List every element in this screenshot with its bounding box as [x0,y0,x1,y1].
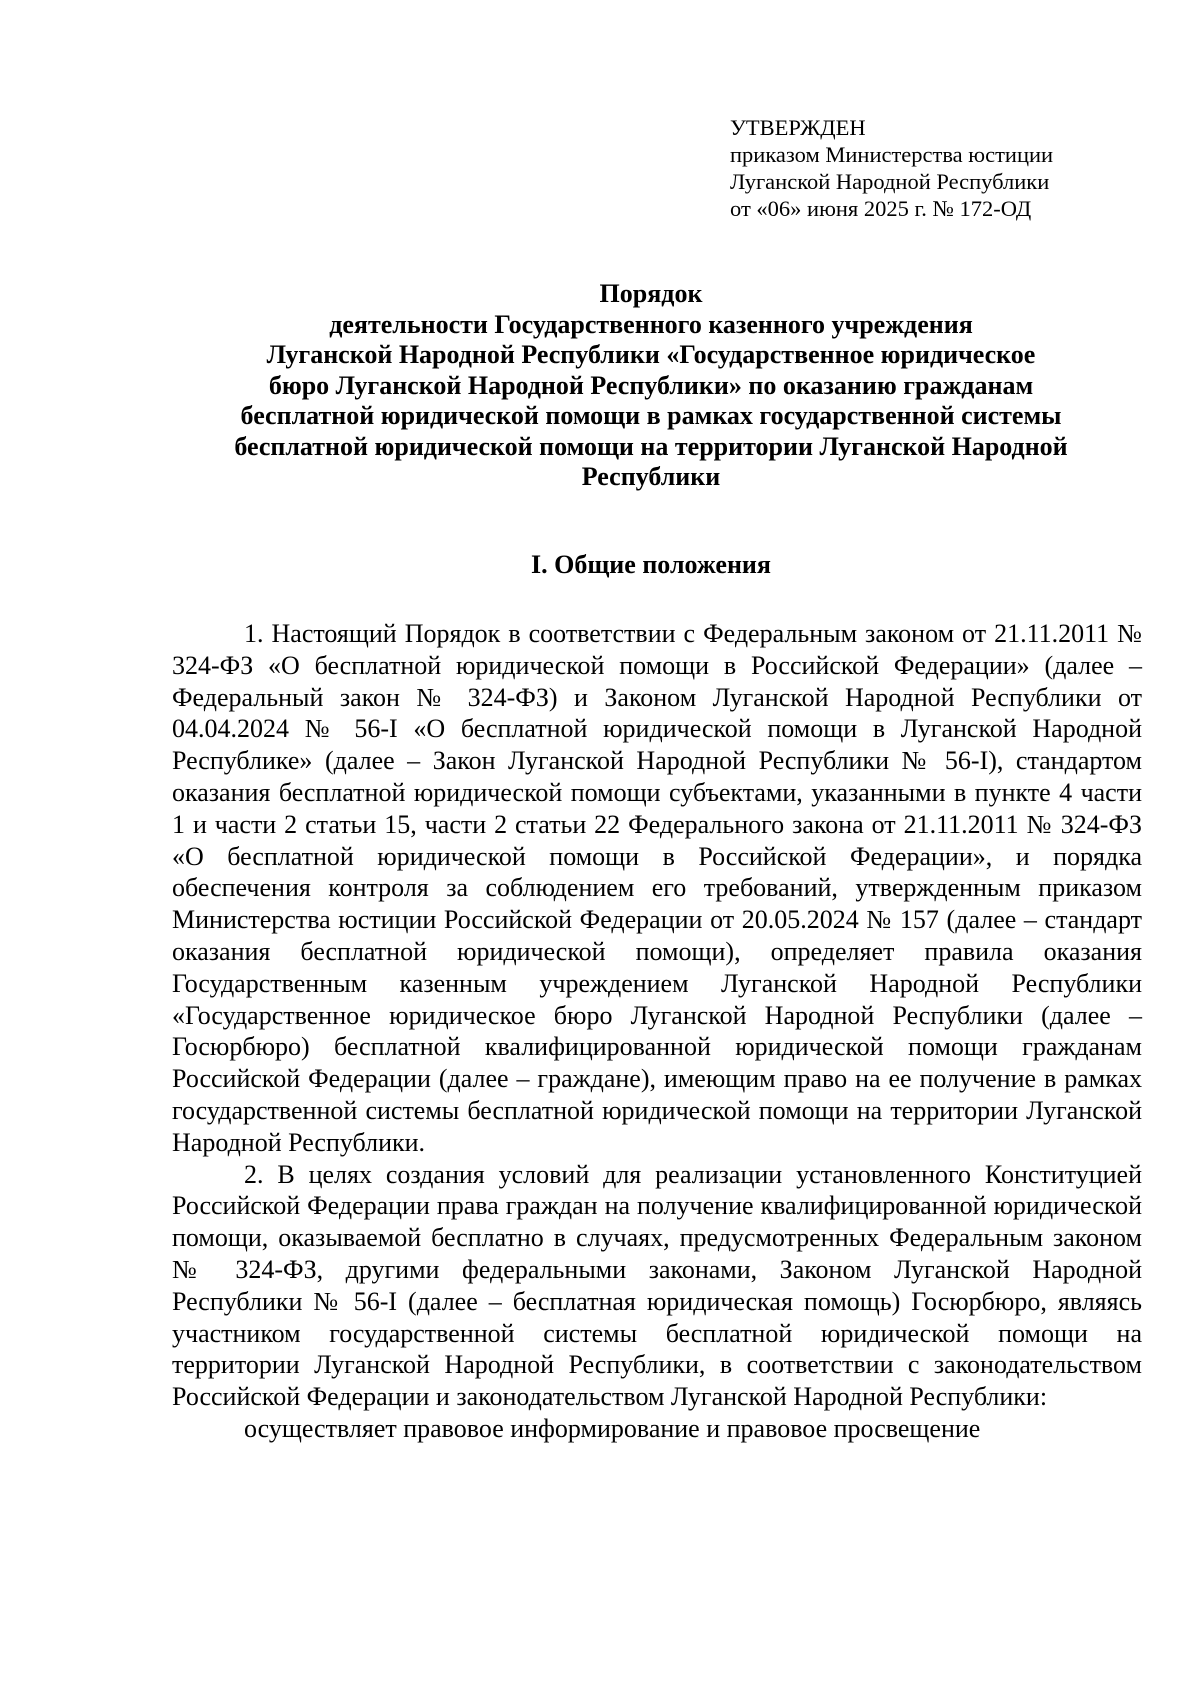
title-line: бесплатной юридической помощи в рамках государственной системы [240,401,1062,430]
title-line: деятельности Государственного казенного учреждения [329,309,973,339]
title-line: Порядок [599,279,703,308]
title-line: бесплатной юридической помощи на территории Луганской Народной [234,431,1068,461]
paragraph: 1. Настоящий Порядок в соответствии с Федеральным законом от 21.11.2011 № 324-ФЗ «О бесплатной юридической помощи в Российской Федерации» (далее – Федеральный закон № 324-ФЗ) и Законом Луганской Народной Республики от 04.04.2024 № 56-I «О бесплатной юридической помощи в Луганской Народной Республике» (далее – Закон Луганской Народной Республики № 56-I), стандартом оказания бесплатной юридической помощи субъектами, указанными в пункте 4 части 1 и части 2 статьи 15, части 2 статьи 22 Федерального закона от 21.11.2011 № 324-ФЗ «О бесплатной юридической помощи в Российской Федерации», и порядка обеспечения контроля за соблюдением его требований, утвержденным приказом Министерства юстиции Российской Федерации от 20.05.2024 № 157 (далее – стандарт оказания бесплатной юридической помощи), определяет правила оказания Государственным казенным учреждением Луганской Народной Республики «Государственное юридическое бюро Луганской Народной Республики (далее – Госюрбюро) бесплатной квалифицированной юридической помощи гражданам Российской Федерации (далее – граждане), имеющим право на ее получение в рамках государственной системы бесплатной юридической помощи на территории Луганской Народной Республики. [172,619,1142,1157]
approval-order-line: приказом Министерства юстиции [730,142,1054,167]
paragraph: 2. В целях создания условий для реализации установленного Конституцией Российской Федерации права граждан на получение квалифицированной юридической помощи, оказываемой бесплатно в случаях, предусмотренных Федеральным законом № 324-ФЗ, другими федеральными законами, Законом Луганской Народной Республики № 56-I (далее – бесплатная юридическая помощь) Госюрбюро, являясь участником государственной системы бесплатной юридической помощи на территории Луганской Народной Республики, в соответствии с законодательством Российской Федерации и законодательством Луганской Народной Республики: [172,1159,1142,1412]
section-heading: I. Общие положения [531,550,771,579]
title-line: бюро Луганской Народной Республики» по оказанию гражданам [268,370,1034,400]
document-title [160,279,1142,493]
approval-date-line: от «06» июня 2025 г. № 172-ОД [730,196,1032,221]
approval-republic-line: Луганской Народной Республики [730,169,1050,194]
document-body [172,618,1142,1445]
approval-block [730,114,1150,222]
approval-heading: УТВЕРЖДЕН [730,115,866,140]
title-line: Республики [581,462,721,491]
title-line: Луганской Народной Республики «Государственное юридическое [266,340,1036,369]
paragraph: осуществляет правовое информирование и правовое просвещение [244,1413,981,1443]
